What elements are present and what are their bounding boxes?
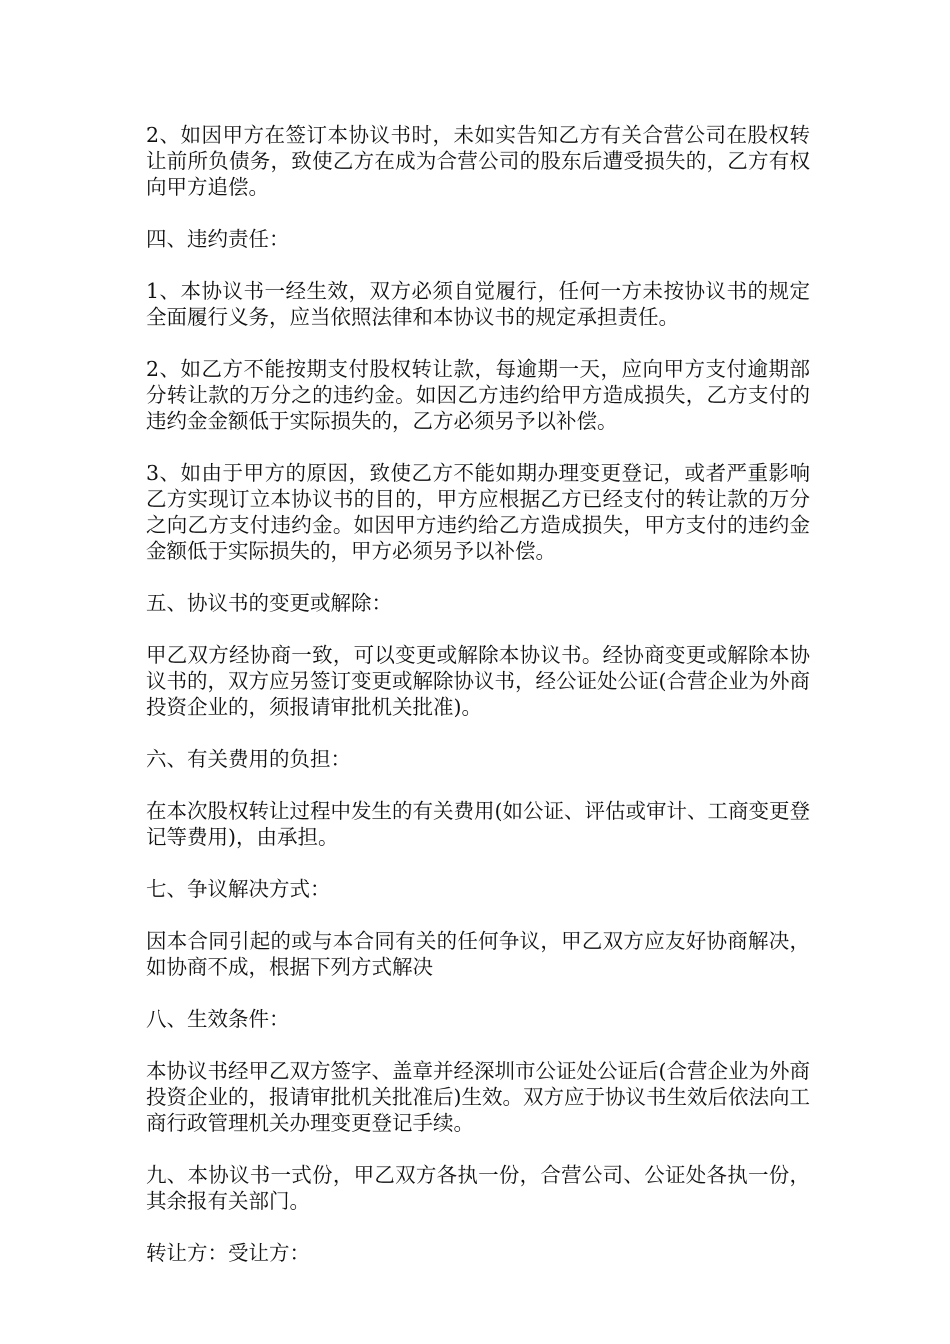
section-heading-fees: 六、有关费用的负担： <box>146 747 351 771</box>
section-heading-breach-liability: 四、违约责任： <box>146 227 290 251</box>
signature-line: 转让方：受让方： <box>146 1241 310 1265</box>
document-body <box>146 122 810 1292</box>
clause-5-amendment-text: 甲乙双方经协商一致，可以变更或解除本协议书。经协商变更或解除本协议书的，双方应另签订变更或解除协议书，经公证处公证(合营企业为外商投资企业的，须报请审批机关批准)。 <box>146 643 810 719</box>
clause-4-3-registration-delay: 3、如由于甲方的原因，致使乙方不能如期办理变更登记，或者严重影响乙方实现订立本协议书的目的，甲方应根据乙方已经支付的转让款的万分之向乙方支付违约金。如因甲方违约给乙方造成损失，甲方支付的违约金金额低于实际损失的，甲方必须另予以补偿。 <box>146 461 810 563</box>
section-heading-amendment: 五、协议书的变更或解除： <box>146 591 392 615</box>
clause-4-2-late-payment: 2、如乙方不能按期支付股权转让款，每逾期一天，应向甲方支付逾期部分转让款的万分之的违约金。如因乙方违约给甲方造成损失，乙方支付的违约金金额低于实际损失的，乙方必须另予以补偿。 <box>146 357 810 433</box>
clause-4-1-performance: 1、本协议书一经生效，双方必须自觉履行，任何一方未按协议书的规定全面履行义务，应当依照法律和本协议书的规定承担责任。 <box>146 279 810 329</box>
clause-7-dispute-text: 因本合同引起的或与本合同有关的任何争议，甲乙双方应友好协商解决，如协商不成，根据下列方式解决 <box>146 929 810 979</box>
section-heading-dispute: 七、争议解决方式： <box>146 877 331 901</box>
clause-6-fees-text: 在本次股权转让过程中发生的有关费用(如公证、评估或审计、工商变更登记等费用)，由承担。 <box>146 799 810 849</box>
section-heading-effectiveness: 八、生效条件： <box>146 1007 290 1031</box>
clause-8-effectiveness-text: 本协议书经甲乙双方签字、盖章并经深圳市公证处公证后(合营企业为外商投资企业的，报请审批机关批准后)生效。双方应于协议书生效后依法向工商行政管理机关办理变更登记手续。 <box>146 1059 810 1135</box>
clause-9-copies: 九、本协议书一式份，甲乙双方各执一份，合营公司、公证处各执一份，其余报有关部门。 <box>146 1163 810 1213</box>
clause-3-2-debt-disclosure: 2、如因甲方在签订本协议书时，未如实告知乙方有关合营公司在股权转让前所负债务，致使乙方在成为合营公司的股东后遭受损失的，乙方有权向甲方追偿。 <box>146 123 810 199</box>
